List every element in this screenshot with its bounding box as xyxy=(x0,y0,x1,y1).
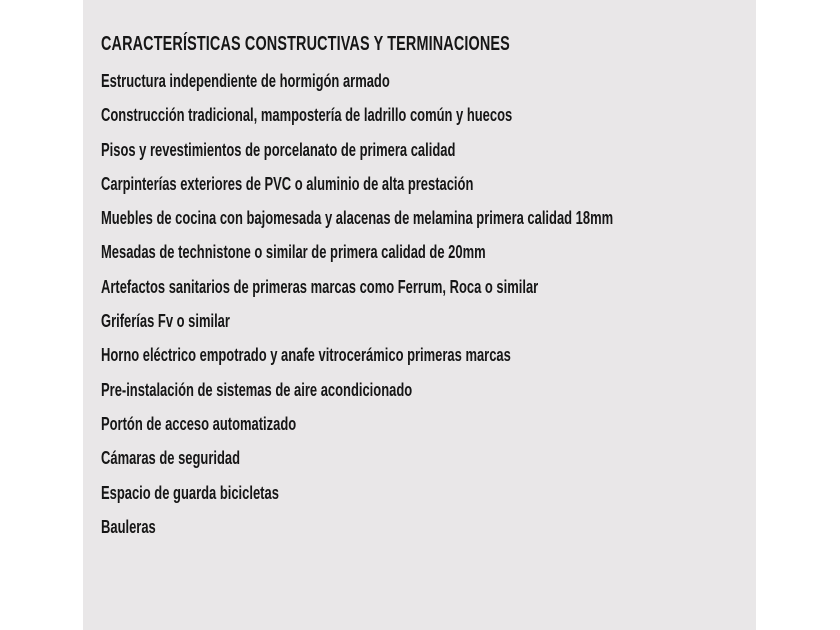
feature-item: Espacio de guarda bicicletas xyxy=(101,482,279,503)
feature-item: Pre-instalación de sistemas de aire acondicionado xyxy=(101,379,413,400)
features-content xyxy=(101,30,751,544)
feature-item: Carpinterías exteriores de PVC o aluminio de alta prestación xyxy=(101,173,474,194)
feature-item: Bauleras xyxy=(101,516,156,537)
feature-item: Pisos y revestimientos de porcelanato de primera calidad xyxy=(101,139,456,160)
feature-item: Artefactos sanitarios de primeras marcas como Ferrum, Roca o similar xyxy=(101,276,539,297)
feature-item: Cámaras de seguridad xyxy=(101,448,241,469)
features-panel xyxy=(83,0,756,630)
feature-item: Horno eléctrico empotrado y anafe vitrocerámico primeras marcas xyxy=(101,345,511,366)
feature-item: Mesadas de technistone o similar de primera calidad de 20mm xyxy=(101,242,486,263)
feature-item: Construcción tradicional, mampostería de ladrillo común y huecos xyxy=(101,105,513,126)
feature-item: Griferías Fv o similar xyxy=(101,311,230,332)
feature-item: Muebles de cocina con bajomesada y alacenas de melamina primera calidad 18mm xyxy=(101,208,614,229)
feature-item: Estructura independiente de hormigón armado xyxy=(101,71,390,91)
section-title: CARACTERÍSTICAS CONSTRUCTIVAS Y TERMINACIONES xyxy=(101,33,510,55)
feature-item: Portón de acceso automatizado xyxy=(101,413,297,434)
features-list xyxy=(101,64,751,544)
